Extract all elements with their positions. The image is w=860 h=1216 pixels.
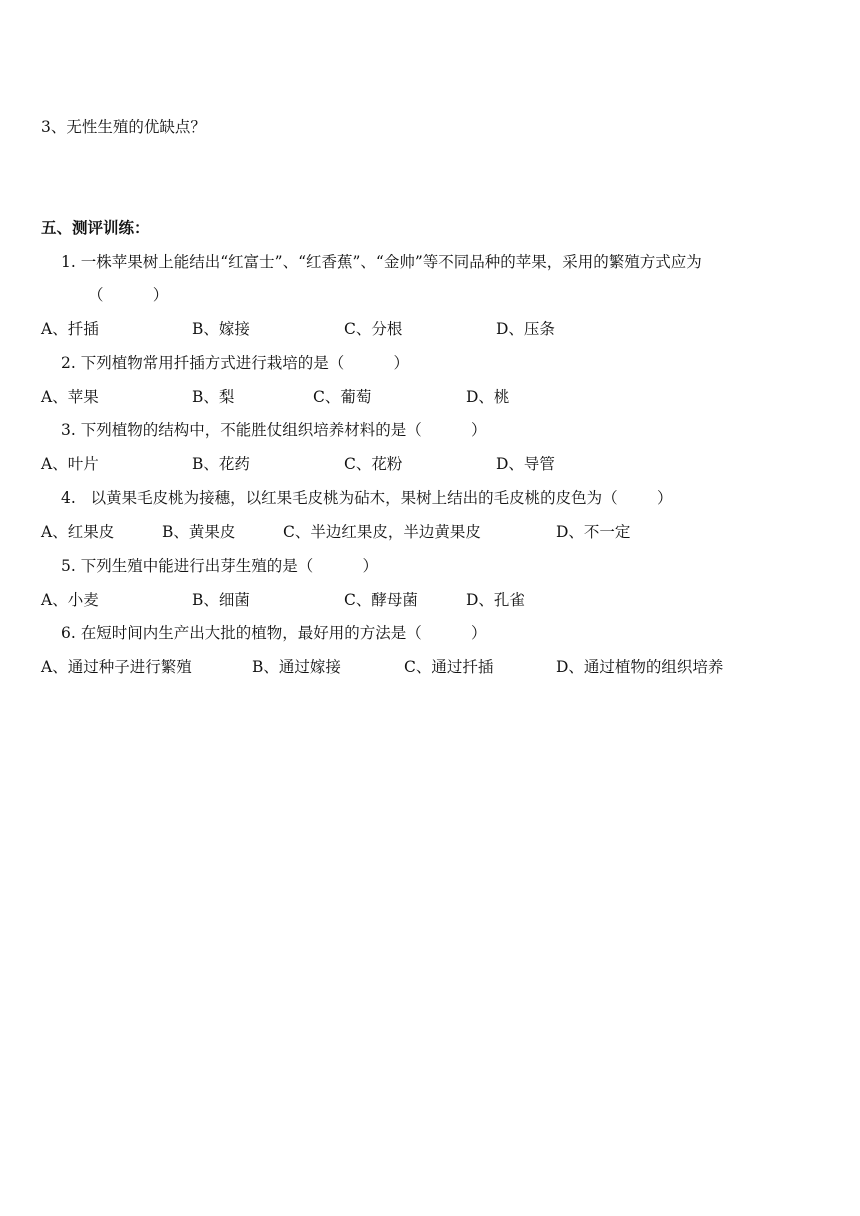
question-2-option-c: C、葡萄: [313, 388, 372, 406]
question-3-option-a: A、叶片: [41, 455, 99, 473]
question-1-option-d: D、压条: [496, 320, 555, 338]
question-5-option-a: A、小麦: [41, 591, 99, 609]
question-2-option-d: D、桃: [466, 388, 510, 406]
question-4-option-c: C、半边红果皮，半边黄果皮: [283, 523, 481, 541]
question-6-option-b: B、通过嫁接: [252, 658, 341, 676]
question-6-option-c: C、通过扦插: [404, 658, 494, 676]
question-5-option-c: C、酵母菌: [344, 591, 418, 609]
question-2-stem: 2. 下列植物常用扦插方式进行栽培的是（ ）: [61, 354, 409, 372]
question-5-option-d: D、孔雀: [466, 591, 525, 609]
question-1-option-a: A、扦插: [41, 320, 99, 338]
question-3-option-d: D、导管: [496, 455, 555, 473]
question-3-option-c: C、花粉: [344, 455, 403, 473]
question-2-option-a: A、苹果: [41, 388, 99, 406]
question-1-stem: 1. 一株苹果树上能结出“红富士”、“红香蕉”、“金帅”等不同品种的苹果，采用的繁殖方式应为: [61, 253, 702, 271]
question-2-option-b: B、梨: [192, 388, 235, 406]
question-4-option-d: D、不一定: [556, 523, 631, 541]
section-heading: 五、测评训练：: [41, 219, 150, 237]
question-4-option-b: B、黄果皮: [162, 523, 236, 541]
question-3-option-b: B、花药: [192, 455, 250, 473]
question-3-stem: 3. 下列植物的结构中，不能胜仗组织培养材料的是（ ）: [61, 421, 487, 439]
question-4-option-a: A、红果皮: [41, 523, 115, 541]
question-1-option-c: C、分根: [344, 320, 403, 338]
question-5-option-b: B、细菌: [192, 591, 250, 609]
question-6-stem: 6. 在短时间内生产出大批的植物，最好用的方法是（ ）: [61, 624, 487, 642]
question-6-option-a: A、通过种子进行繁殖: [41, 658, 192, 676]
question-5-stem: 5. 下列生殖中能进行出芽生殖的是（ ）: [61, 557, 378, 575]
question-3-asexual-reproduction: 3、无性生殖的优缺点？: [41, 118, 206, 136]
question-1-option-b: B、嫁接: [192, 320, 250, 338]
question-6-option-d: D、通过植物的组织培养: [556, 658, 724, 676]
question-1-stem-continuation: （ ）: [88, 286, 169, 304]
question-4-stem: 4. 以黄果毛皮桃为接穗，以红果毛皮桃为砧木，果树上结出的毛皮桃的皮色为（ ）: [61, 489, 673, 507]
